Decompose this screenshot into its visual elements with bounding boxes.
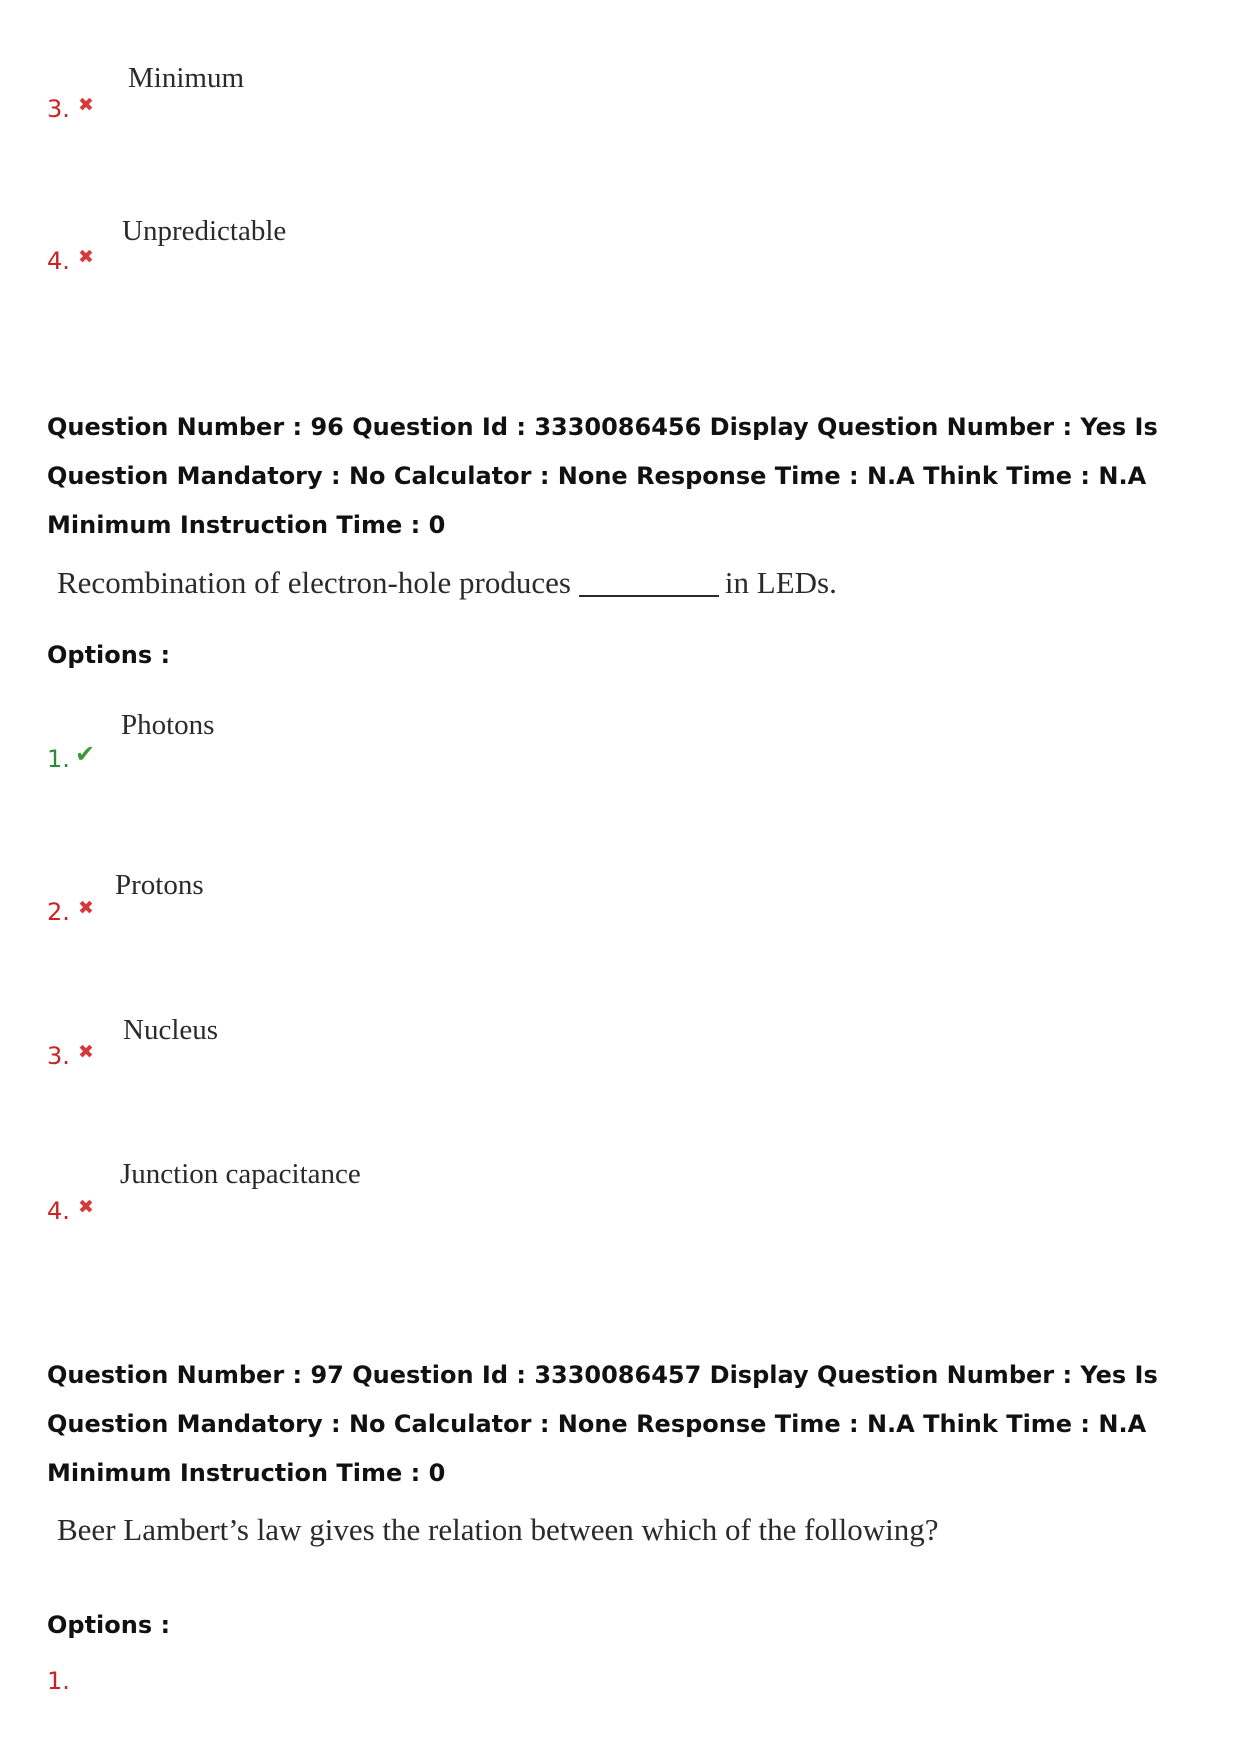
question-text-after: in LEDs.	[724, 565, 837, 600]
question-text: Beer Lambert’s law gives the relation between which of the following?	[57, 1512, 939, 1547]
question-text	[57, 565, 837, 601]
option-number: 1.	[47, 1667, 70, 1695]
check-icon: ✔	[75, 740, 96, 768]
question-meta: Question Number : 96 Question Id : 3330086456 Display Question Number : Yes Is Question Mandatory : No Calculator : None Response Time : N.A Think Time : N.A Minimum Instruction Time : 0	[47, 413, 1158, 539]
option-text: Protons	[115, 869, 204, 901]
option-number: 3.	[47, 1042, 70, 1070]
option-number: 1.	[47, 745, 70, 773]
cross-icon: ✖	[78, 897, 94, 919]
options-label: Options :	[47, 1611, 171, 1639]
option-text: Unpredictable	[122, 215, 287, 247]
option-number: 3.	[47, 95, 70, 123]
question-text-before: Recombination of electron-hole produces	[57, 565, 571, 600]
option-text: Photons	[121, 709, 215, 741]
options-label: Options :	[47, 641, 171, 669]
option-number: 2.	[47, 898, 70, 926]
cross-icon: ✖	[78, 246, 94, 268]
option-text: Junction capacitance	[120, 1158, 361, 1190]
option-text: Nucleus	[123, 1014, 219, 1046]
option-number: 4.	[47, 1197, 70, 1225]
cross-icon: ✖	[78, 1041, 94, 1063]
option-number: 4.	[47, 247, 70, 275]
cross-icon: ✖	[78, 1196, 94, 1218]
cross-icon: ✖	[78, 94, 94, 116]
answer-blank	[579, 595, 719, 597]
option-text: Minimum	[128, 62, 245, 94]
question-meta: Question Number : 97 Question Id : 3330086457 Display Question Number : Yes Is Question Mandatory : No Calculator : None Response Time : N.A Think Time : N.A Minimum Instruction Time : 0	[47, 1361, 1158, 1487]
